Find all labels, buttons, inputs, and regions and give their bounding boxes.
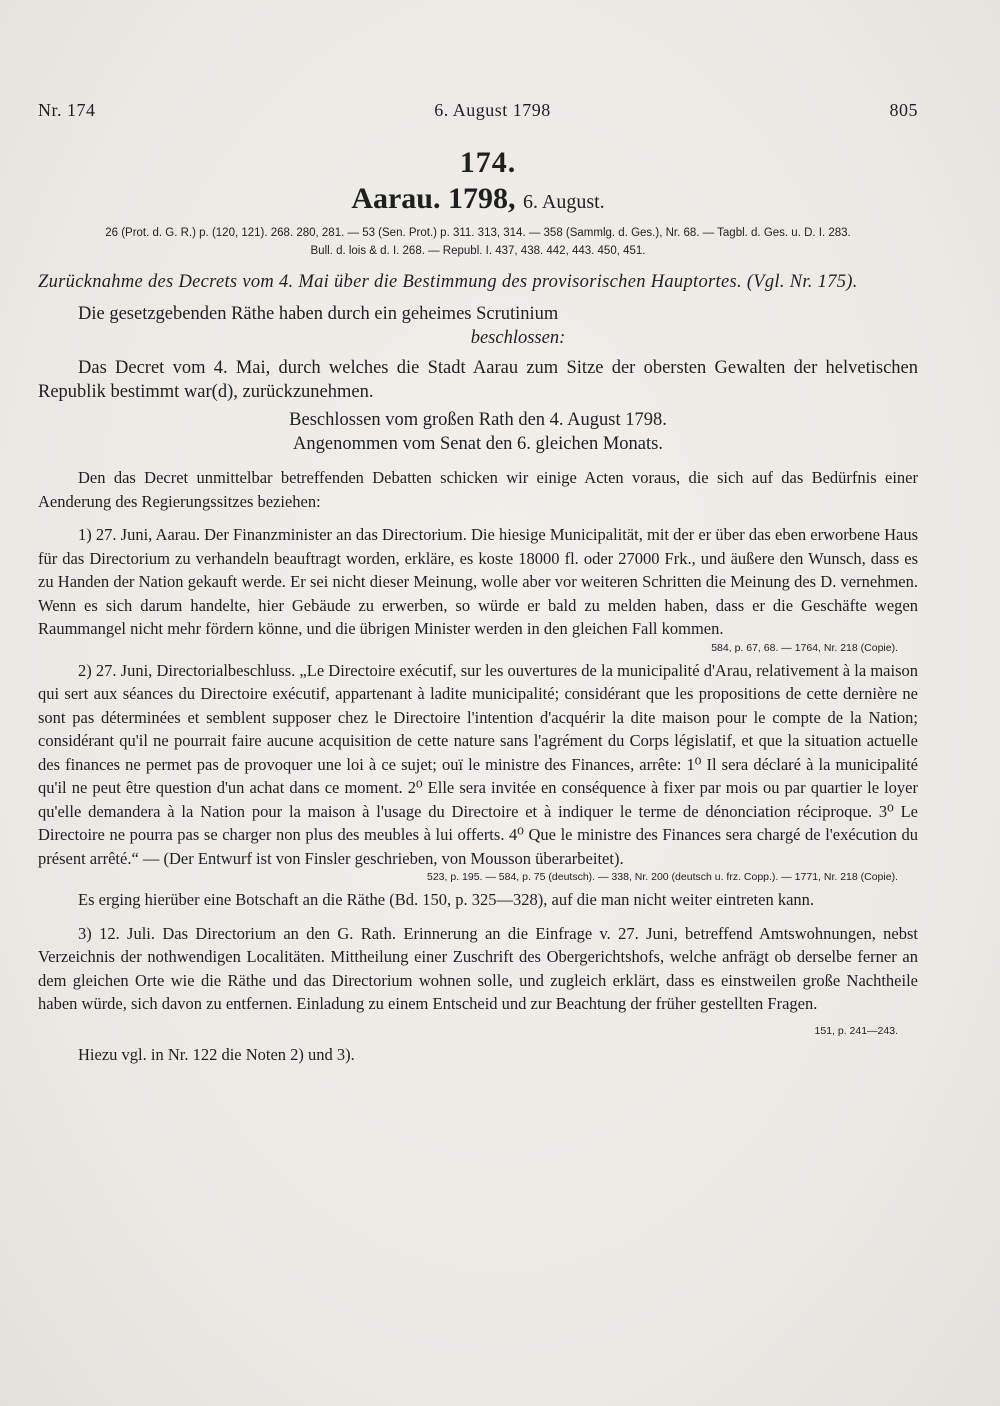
accepted-senate: Angenommen vom Senat den 6. gleichen Monats. bbox=[293, 434, 663, 454]
commentary-item-2-citation: 523, p. 195. — 584, p. 75 (deutsch). — 338, Nr. 200 (deutsch u. frz. Copp.). — 1771, Nr. 218 (Copie). bbox=[426, 871, 898, 883]
commentary-item-3 bbox=[38, 922, 918, 1037]
source-references-line-2: Bull. d. lois & d. I. 268. — Republ. I. 437, 438. 442, 443. 450, 451. bbox=[310, 245, 646, 257]
closing-note: Hiezu vgl. in Nr. 122 die Noten 2) und 3). bbox=[78, 1045, 355, 1064]
header-document-number: Nr. 174 bbox=[38, 100, 96, 120]
commentary-item-1: 1) 27. Juni, Aarau. Der Finanzminister an das Directorium. Die hiesige Municipalität, mit der er über das eben erworbene Haus für das Directorium zu verhandeln beauftragt worden, erkläre, es koste 18000 fl. oder 27000 Frk., und äußere den Wunsch, dass es zu Handen der Nation gekauft werde. Er sei nicht dieser Meinung, wolle aber vor weiteren Schritten die Meinung des D. vernehmen. Wenn es sich darum handelte, hier Gebäude zu erwerben, so würde er bald zu melden haben, dass er die Geschäfte wegen Raummangel nicht mehr fördern könne, und die übrigen Minister werden in den gleichen Fall kommen. bbox=[38, 525, 918, 638]
commentary-item-3-citation: 151, p. 241—243. bbox=[814, 1024, 898, 1037]
document-subject: Zurücknahme des Decrets vom 4. Mai über die Bestimmung des provisorischen Hauptortes. (Vgl. Nr. 175). bbox=[38, 272, 858, 292]
page-number: 805 bbox=[889, 100, 918, 120]
page-content bbox=[38, 146, 918, 1067]
decree-text: Das Decret vom 4. Mai, durch welches die Stadt Aarau zum Sitze der obersten Gewalten der helvetischen Republik bestimmt war(d), zurückzunehmen. bbox=[38, 358, 918, 402]
document-title bbox=[38, 182, 918, 216]
source-references-line-1: 26 (Prot. d. G. R.) p. (120, 121). 268. 280, 281. — 53 (Sen. Prot.) p. 311. 313, 314. — 358 (Sammlg. d. Ges.), Nr. 68. — Tagbl. d. Ges. u. D. I. 283. bbox=[105, 227, 851, 239]
commentary-item-1-citation: 584, p. 67, 68. — 1764, Nr. 218 (Copie). bbox=[711, 641, 898, 654]
commentary-item-3-text: 3) 12. Juli. Das Directorium an den G. Rath. Erinnerung an die Einfrage v. 27. Juni, betreffend Amtswohnungen, nebst Verzeichnis der nothwendigen Localitäten. Mittheilung einer Zuschrift des Obergerichtshofs, welche anfrägt ob derselbe ferner an dem gleichen Orte wie die Räthe und das Directorium wohnen solle, und zugleich erklärt, dass es einstweilen große Nachtheile haben würde, sich davon zu entfernen. Einladung zu einem Entscheid und zur Beachtung der früher gestellten Fragen. bbox=[38, 923, 918, 1013]
beschlossen-label: beschlossen: bbox=[470, 328, 566, 348]
commentary-item-2-note: Es erging hierüber eine Botschaft an die Räthe (Bd. 150, p. 325—328), auf die man nicht weiter eintreten kann. bbox=[78, 890, 815, 909]
commentary-item-2: 2) 27. Juni, Directorialbeschluss. „Le Directoire exécutif, sur les ouvertures de la municipalité d'Arau, relativement à la maison qui sert aux séances du Directoire exécutif, appartenant à ladite municipalité; considérant que les propositions de cette dernière ne sont pas déterminées et semblent supposer chez le Directoire l'intention d'acquérir la dite maison pour le compte de la Nation; considérant qu'il ne pourrait faire aucune acquisition de cette nature sans l'agrément du Corps législatif, et que la situation actuelle des finances ne permet pas de provoquer une loi à ce sujet; ouï le ministre des Finances, arrête: 1⁰ Il sera déclaré à la municipalité qu'il ne peut être question d'un achat dans ce moment. 2⁰ Elle sera invitée en conséquence à fixer par mois ou par quartier le loyer qu'elle demandera à la Nation pour la maison à l'usage du Directoire et à indiquer le terme de dénonciation réciproque. 3⁰ Le Directoire ne pourra pas se charger non plus des meubles à lui offerts. 4⁰ Que le ministre des Finances sera chargé de l'exécution du présent arrêté.“ — (Der Entwurf ist von Finsler geschrieben, von Mousson überarbeitet). bbox=[38, 660, 918, 868]
document-date: 6. August. bbox=[522, 191, 605, 213]
document-place-year: Aarau. 1798, bbox=[351, 182, 516, 215]
document-number: 174. bbox=[459, 146, 517, 179]
source-references bbox=[38, 224, 918, 260]
header-date: 6. August 1798 bbox=[434, 100, 551, 120]
commentary-intro: Den das Decret unmittelbar betreffenden Debatten schicken wir einige Acten voraus, die sich auf das Bedürfnis einer Aenderung des Regierungssitzes beziehen: bbox=[38, 468, 918, 511]
resolved-great-council: Beschlossen vom großen Rath den 4. August 1798. bbox=[289, 410, 667, 430]
decree-intro: Die gesetzgebenden Räthe haben durch ein geheimes Scrutinium bbox=[78, 304, 559, 324]
running-header bbox=[38, 100, 918, 121]
